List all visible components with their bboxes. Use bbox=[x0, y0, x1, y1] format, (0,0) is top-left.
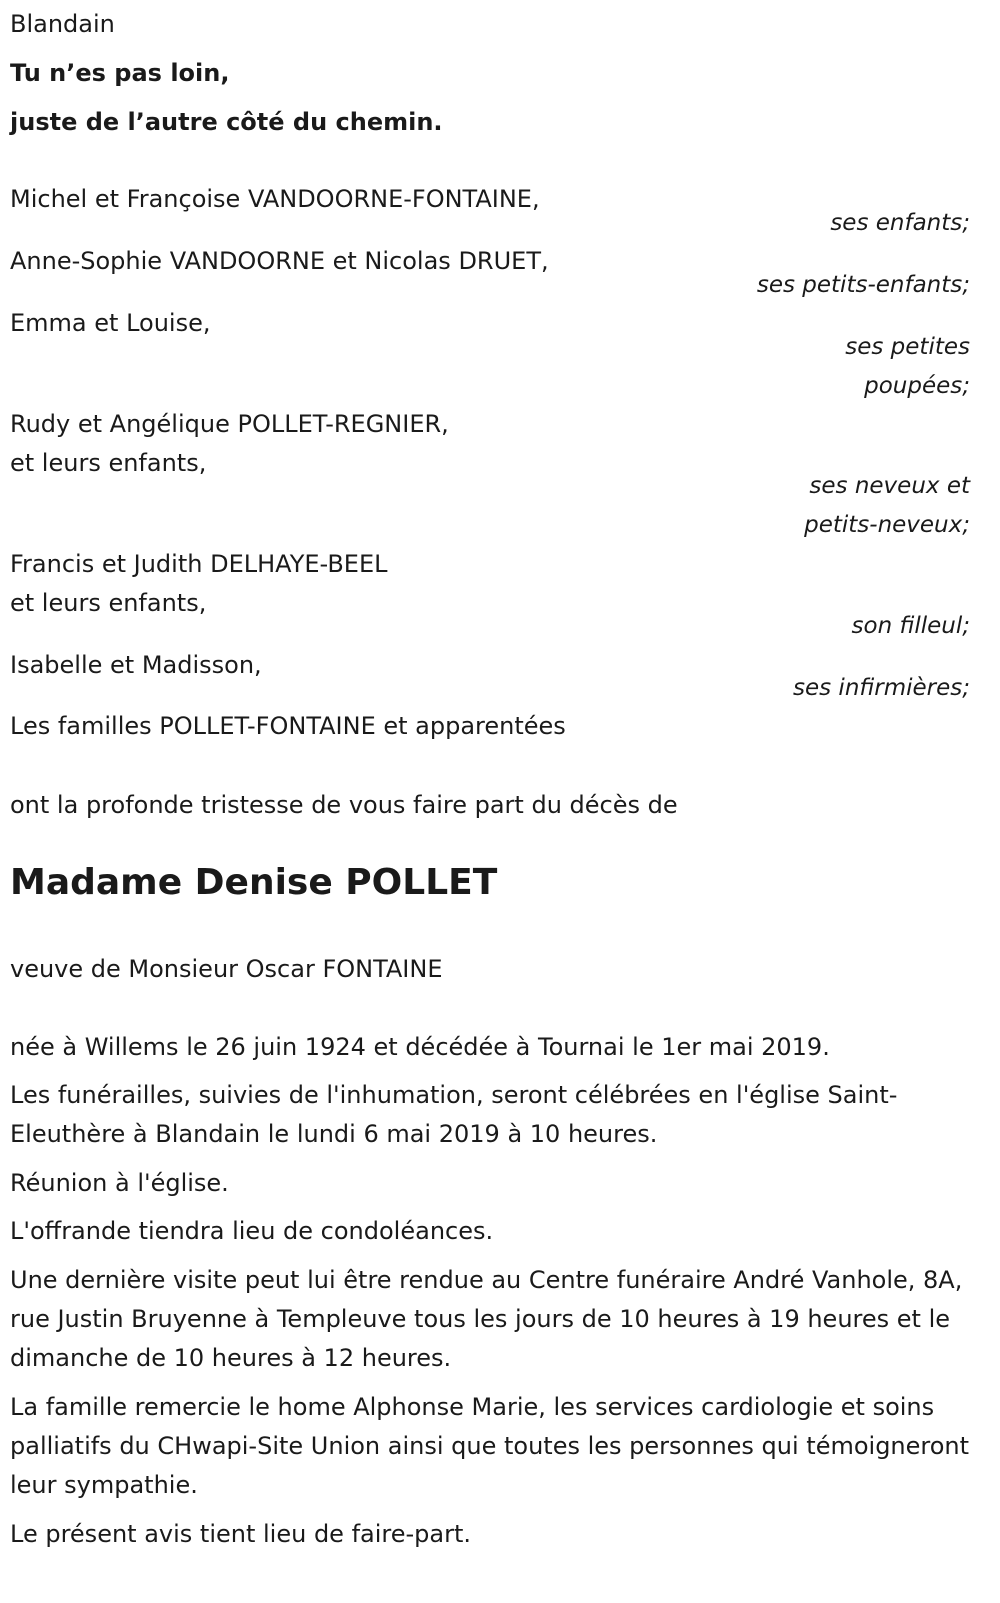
mourner-names-4a: Rudy et Angélique POLLET-REGNIER, bbox=[10, 410, 449, 438]
mourner-role-4b: petits-neveux; bbox=[804, 512, 970, 538]
thanks-info: La famille remercie le home Alphonse Marie, les services cardiologie et soins palliatifs du CHwapi-Site Union ainsi que toutes les personnes qui témoigneront leur sympathie. bbox=[10, 1393, 970, 1499]
birth-death: née à Willems le 26 juin 1924 et décédée à Tournai le 1er mai 2019. bbox=[10, 1033, 830, 1061]
mourner-names-5a: Francis et Judith DELHAYE-BEEL bbox=[10, 550, 388, 578]
mourner-names-7: Les familles POLLET-FONTAINE et apparentées bbox=[10, 712, 566, 740]
meeting-info: Réunion à l'église. bbox=[10, 1169, 229, 1197]
mourner-role-3a: ses petites bbox=[845, 334, 970, 360]
announcement: ont la profonde tristesse de vous faire part du décès de bbox=[10, 791, 678, 819]
mourner-names-2: Anne-Sophie VANDOORNE et Nicolas DRUET, bbox=[10, 247, 549, 275]
quote-line-1: Tu n’es pas loin, bbox=[10, 59, 230, 87]
mourner-role-2: ses petits-enfants; bbox=[756, 272, 970, 298]
mourner-role-6: ses infirmières; bbox=[793, 675, 970, 701]
location: Blandain bbox=[10, 10, 115, 38]
mourner-names-1: Michel et Françoise VANDOORNE-FONTAINE, bbox=[10, 185, 540, 213]
notice-info: Le présent avis tient lieu de faire-part. bbox=[10, 1520, 472, 1548]
offering-info: L'offrande tiendra lieu de condoléances. bbox=[10, 1217, 494, 1245]
mourner-names-5b: et leurs enfants, bbox=[10, 589, 207, 617]
mourner-names-4b: et leurs enfants, bbox=[10, 449, 207, 477]
mourner-role-5: son filleul; bbox=[851, 613, 970, 639]
mourner-names-6: Isabelle et Madisson, bbox=[10, 651, 262, 679]
mourner-role-3b: poupées; bbox=[864, 373, 970, 399]
mourner-role-4a: ses neveux et bbox=[809, 473, 970, 499]
funeral-info: Les funérailles, suivies de l'inhumation, seront célébrées en l'église Saint-Eleuthère à Blandain le lundi 6 mai 2019 à 10 heures. bbox=[10, 1081, 898, 1148]
visit-info: Une dernière visite peut lui être rendue au Centre funéraire André Vanhole, 8A, rue Justin Bruyenne à Templeuve tous les jours de 10 heures à 19 heures et le dimanche de 10 heures à 12 heures. bbox=[10, 1266, 963, 1372]
spouse-line: veuve de Monsieur Oscar FONTAINE bbox=[10, 955, 443, 983]
deceased-name: Madame Denise POLLET bbox=[10, 862, 498, 903]
mourner-role-1: ses enfants; bbox=[830, 210, 970, 236]
mourner-names-3: Emma et Louise, bbox=[10, 309, 211, 337]
quote-line-2: juste de l’autre côté du chemin. bbox=[10, 108, 443, 136]
